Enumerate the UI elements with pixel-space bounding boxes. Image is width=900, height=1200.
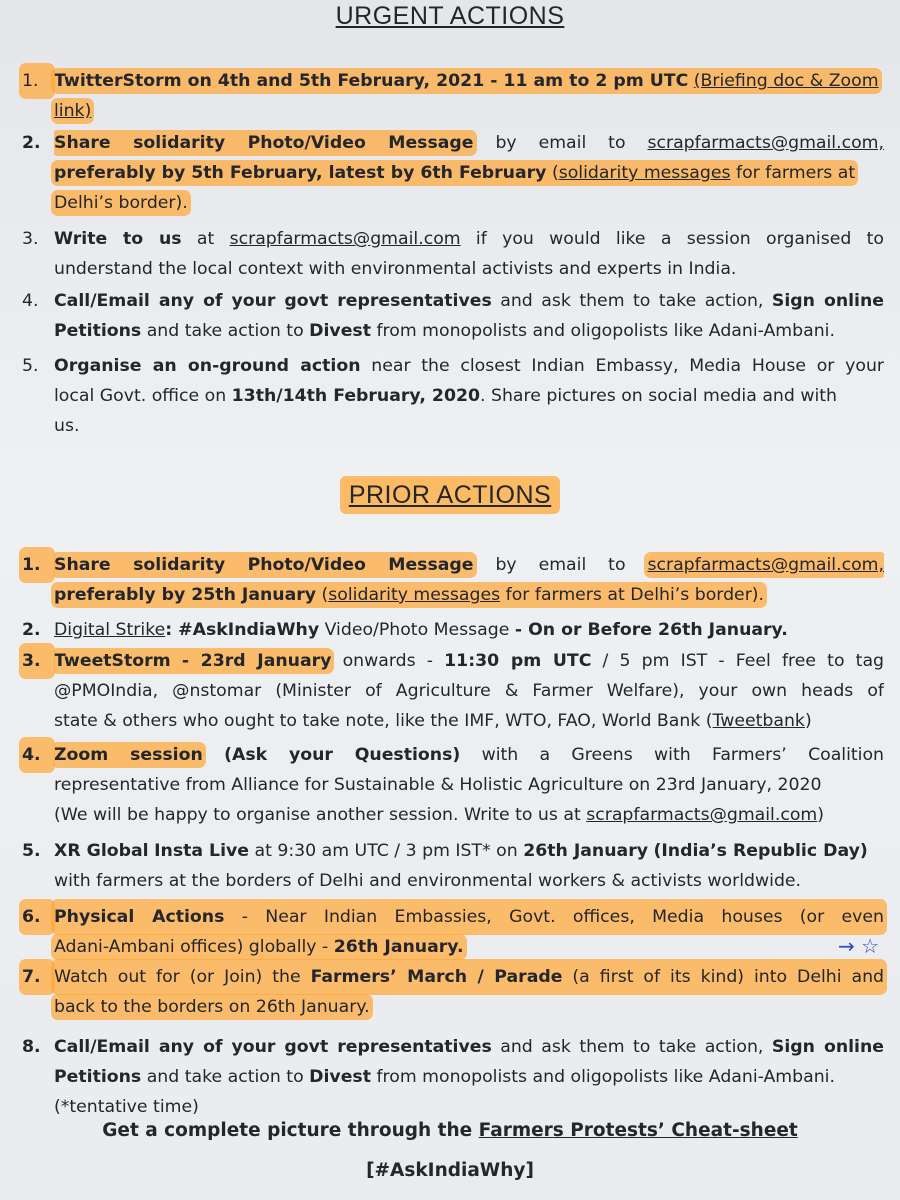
- email-link[interactable]: scrapfarmacts@gmail.com,: [647, 555, 884, 575]
- urgent-item-4: 4. Call/Email any of your govt representatives and ask them to take action, Sign online Petitions and take action to Divest from monopolists and oligopolists like Adani-Ambani.: [22, 291, 884, 341]
- solidarity-messages-link[interactable]: solidarity messages: [558, 163, 731, 183]
- prior-item-2: 2. Digital Strike: #AskIndiaWhy Video/Photo Message - On or Before 26th January.: [22, 620, 788, 640]
- prior-actions-heading: PRIOR ACTIONS: [0, 481, 900, 510]
- prior-item-5: 5. XR Global Insta Live at 9:30 am UTC / 3 pm IST* on 26th January (India’s Republic Day) with farmers at the borders of Delhi and environmental workers & activists worldwide.: [22, 841, 868, 891]
- prior-item-7: 7. Watch out for (or Join) the Farmers’ March / Parade (a first of its kind) into Delhi and back to the borders on 26th January.: [22, 962, 884, 1022]
- handwritten-arrow-icon: → ☆: [838, 934, 880, 958]
- briefing-doc-link-cont[interactable]: link): [54, 101, 92, 121]
- prior-item-1: 1. Share solidarity Photo/Video Message by email to scrapfarmacts@gmail.com, preferably by 25th January (solidarity messages for farmers at Delhi’s border).: [22, 550, 884, 610]
- footer-hashtag: [#AskIndiaWhy]: [366, 1160, 534, 1181]
- urgent-item-5: 5. Organise an on-ground action near the closest Indian Embassy, Media House or your local Govt. office on 13th/14th February, 2020. Share pictures on social media and with us.: [22, 356, 884, 436]
- prior-item-6: 6. Physical Actions - Near Indian Embassies, Govt. offices, Media houses (or even Adani-Ambani offices) globally - 26th January.: [22, 902, 884, 962]
- prior-item-3: 3. TweetStorm - 23rd January onwards - 11:30 pm UTC / 5 pm IST - Feel free to tag @PMOIndia, @nstomar (Minister of Agriculture & Farmer Welfare), your own heads of state & others who ought to take note, like the IMF, WTO, FAO, World Bank (Tweetbank): [22, 646, 884, 736]
- digital-strike-link[interactable]: Digital Strike: [54, 620, 166, 640]
- urgent-item-2: 2. Share solidarity Photo/Video Message by email to scrapfarmacts@gmail.com, preferably by 5th February, latest by 6th February (solidarity messages for farmers at Delhi’s border).: [22, 133, 884, 213]
- urgent-actions-heading: URGENT ACTIONS: [335, 2, 565, 30]
- briefing-doc-link[interactable]: (Briefing doc & Zoom: [693, 71, 879, 91]
- tweetbank-link[interactable]: Tweetbank: [712, 711, 805, 731]
- solidarity-messages-link[interactable]: solidarity messages: [328, 585, 501, 605]
- prior-item-4: 4. Zoom session (Ask your Questions) with a Greens with Farmers’ Coalition representative from Alliance for Sustainable & Holistic Agriculture on 23rd January, 2020 (We will be happy to organise another session. Write to us at scrapfarmacts@gmail.com): [22, 740, 884, 830]
- prior-item-8: 8. Call/Email any of your govt representatives and ask them to take action, Sign online Petitions and take action to Divest from monopolists and oligopolists like Adani-Ambani. (*tentative time): [22, 1037, 884, 1117]
- email-link[interactable]: scrapfarmacts@gmail.com,: [647, 133, 884, 153]
- urgent-item-1: 1. TwitterStorm on 4th and 5th February, 2021 - 11 am to 2 pm UTC (Briefing doc & Zoom link): [22, 66, 884, 126]
- footer-line: Get a complete picture through the Farmers Protests’ Cheat-sheet: [102, 1120, 798, 1141]
- email-link[interactable]: scrapfarmacts@gmail.com: [586, 805, 818, 825]
- cheat-sheet-link[interactable]: Farmers Protests’ Cheat-sheet: [478, 1120, 798, 1141]
- urgent-item-3: 3. Write to us at scrapfarmacts@gmail.com if you would like a session organised to understand the local context with environmental activists and experts in India.: [22, 229, 884, 279]
- email-link[interactable]: scrapfarmacts@gmail.com: [229, 229, 461, 249]
